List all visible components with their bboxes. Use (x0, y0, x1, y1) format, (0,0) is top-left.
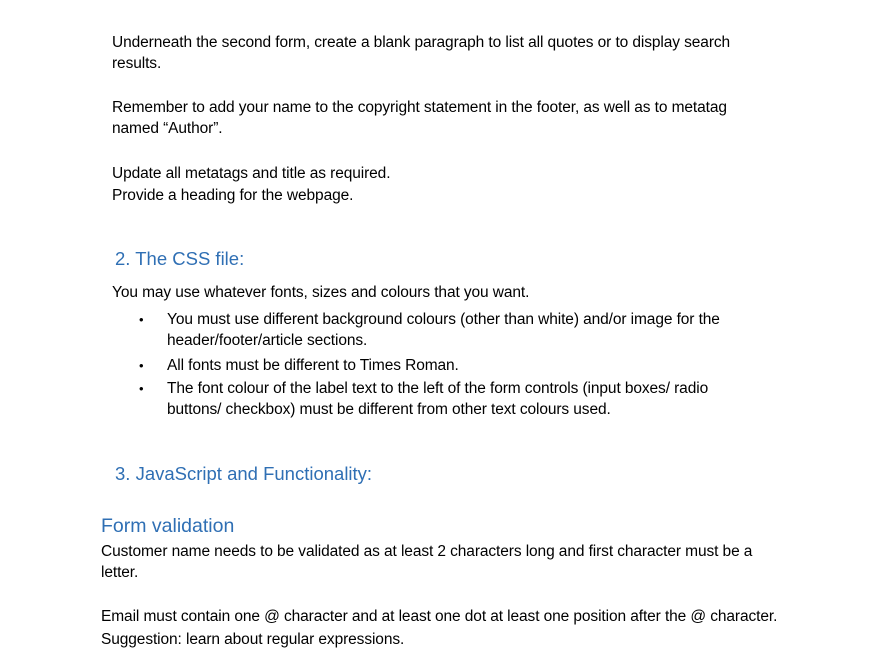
paragraph-regex-suggestion: Suggestion: learn about regular expressions. (101, 631, 405, 648)
css-requirements-list (137, 309, 757, 420)
bullet-icon: • (139, 312, 144, 327)
paragraph-copyright-instructions: Remember to add your name to the copyright statement in the footer, as well as to metatag named “Author”. (112, 99, 727, 137)
heading-javascript-functionality: 3. JavaScript and Functionality: (115, 463, 373, 484)
list-item (137, 309, 757, 351)
paragraph-email-validation: Email must contain one @ character and at least one dot at least one position after the @ character. (101, 608, 778, 625)
paragraph-css-intro: You may use whatever fonts, sizes and colours that you want. (112, 284, 530, 301)
paragraph-provide-heading: Provide a heading for the webpage. (112, 187, 354, 204)
heading-css-file: 2. The CSS file: (115, 248, 245, 269)
paragraph-update-metatags: Update all metatags and title as required. (112, 165, 391, 182)
list-item-text: The font colour of the label text to the left of the form controls (input boxes/ radio buttons/ checkbox) must be different from other text colours used. (167, 380, 709, 418)
paragraph-blank-paragraph-instructions: Underneath the second form, create a blank paragraph to list all quotes or to display search results. (112, 34, 731, 72)
bullet-icon: • (139, 358, 144, 373)
list-item (137, 378, 757, 420)
heading-form-validation: Form validation (101, 515, 235, 537)
list-item-text: You must use different background colours (other than white) and/or image for the header/footer/article sections. (167, 311, 720, 349)
list-item-text: All fonts must be different to Times Roman. (167, 357, 459, 374)
list-item (137, 355, 757, 376)
bullet-icon: • (139, 381, 144, 396)
paragraph-customer-name-validation: Customer name needs to be validated as at least 2 characters long and first character must be a letter. (101, 543, 753, 581)
